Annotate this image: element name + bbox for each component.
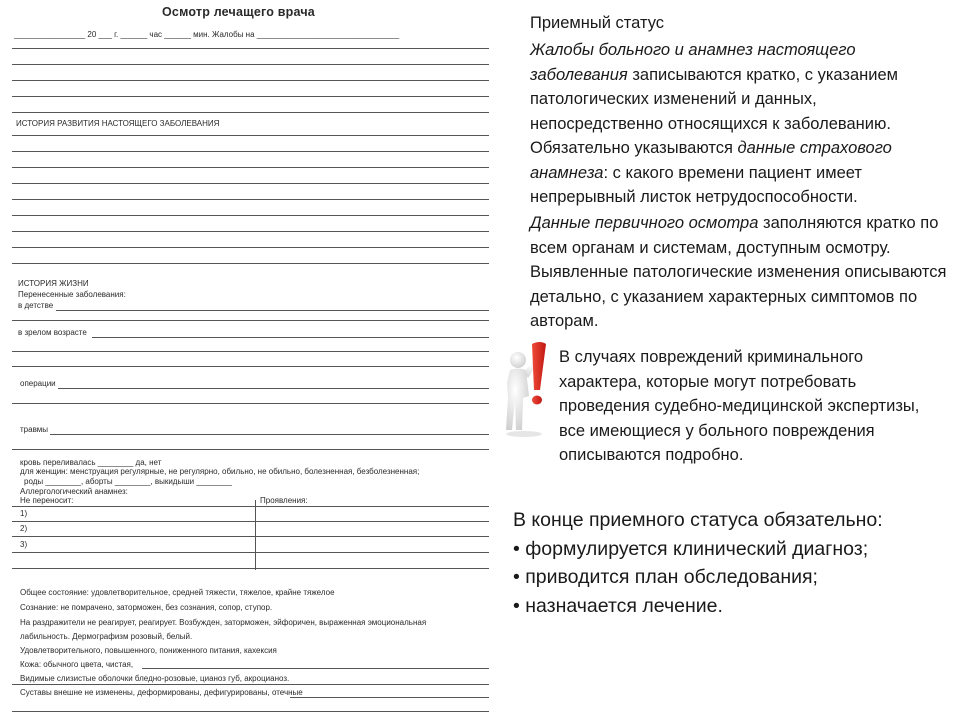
form-header-row: ________________ 20 ___ г. ______ час ______ мин. Жалобы на ________________________________ xyxy=(14,30,400,39)
form-line xyxy=(12,231,489,232)
operations-label: операции xyxy=(20,379,56,388)
summary-block xyxy=(513,506,953,620)
transfusion-label: кровь переливалась ________ да, нет xyxy=(20,458,162,467)
complaints-text: записываются кратко, с указанием патологических изменений и данных, непосредственно относящихся к заболеванию. Обязательно указываются xyxy=(530,65,899,157)
form-line xyxy=(12,320,489,321)
joints-line: Суставы внешне не изменены, деформированы, дефигурированы, отечные xyxy=(20,688,303,697)
complaints-paragraph xyxy=(530,38,950,210)
women-line: для женщин: менструация регулярные, не регулярно, обильно, не обильно, болезненная, безболезненная; xyxy=(20,467,420,476)
mucosa-line: Видимые слизистые оболочки бледно-розовые, цианоз губ, акроцианоз. xyxy=(20,674,290,683)
form-line xyxy=(12,80,489,81)
form-divider xyxy=(255,500,256,570)
allergy-row-2: 2) xyxy=(20,524,28,533)
form-line xyxy=(12,711,489,712)
allergy-heading: Аллергологический анамнез: xyxy=(20,487,128,496)
general-state-line: Общее состояние: удовлетворительное, средней тяжести, тяжелое, крайне тяжелое xyxy=(20,588,335,597)
form-line xyxy=(12,135,489,136)
form-line xyxy=(12,112,489,113)
intolerance-label: Не переносит: xyxy=(20,496,74,505)
form-line xyxy=(56,310,489,311)
exam-text: заполняются кратко по всем органам и системам, доступным осмотру. Выявленные патологические изменения описываются детально, с указанием характерных симптомов по авторам. xyxy=(530,214,947,330)
exam-emphasis: Данные первичного осмотра xyxy=(530,214,759,232)
form-line xyxy=(12,64,489,65)
insurance-text: : с какого времени пациент имеет непрерывный листок нетрудоспособности. xyxy=(530,163,862,206)
exclamation-figure-icon xyxy=(496,338,556,438)
form-line xyxy=(12,403,489,404)
form-line xyxy=(290,697,489,698)
form-line xyxy=(12,151,489,152)
past-illnesses-label: Перенесенные заболевания: xyxy=(18,290,126,299)
form-line xyxy=(12,167,489,168)
insurance-emphasis: данные страхового анамнеза xyxy=(530,139,892,182)
reaction-line-1: На раздражители не реагирует, реагирует. Возбужден, заторможен, эйфоричен, выраженная эмоциональная xyxy=(20,618,427,627)
injuries-paragraph: В случаях повреждений криминального характера, которые могут потребовать проведения судебно-медицинской экспертизы, все имеющиеся у больного повреждения описываются подробно. xyxy=(559,348,920,464)
form-line xyxy=(12,568,489,569)
form-line xyxy=(12,449,489,450)
form-line xyxy=(12,247,489,248)
births-line: роды ________, аборты ________, выкидыши ________ xyxy=(24,477,232,486)
form-line xyxy=(12,96,489,97)
nutrition-line: Удовлетворительного, повышенного, пониженного питания, кахексия xyxy=(20,646,277,655)
childhood-label: в детстве xyxy=(18,301,54,310)
status-title: Приемный статус xyxy=(530,14,665,32)
form-line xyxy=(12,48,489,49)
skin-line: Кожа: обычного цвета, чистая, xyxy=(20,660,134,669)
form-line xyxy=(12,506,489,507)
form-line xyxy=(12,521,489,522)
allergy-row-3: 3) xyxy=(20,540,28,549)
form-line xyxy=(12,183,489,184)
form-line xyxy=(92,337,489,338)
summary-heading: В конце приемного статуса обязательно: xyxy=(513,509,883,531)
summary-item-plan: • приводится план обследования; xyxy=(513,566,818,588)
form-line xyxy=(12,552,489,553)
summary-item-diagnosis: • формулируется клинический диагноз; xyxy=(513,537,869,560)
form-line xyxy=(12,199,489,200)
allergy-row-1: 1) xyxy=(20,509,28,518)
history-disease-heading: ИСТОРИЯ РАЗВИТИЯ НАСТОЯЩЕГО ЗАБОЛЕВАНИЯ xyxy=(16,119,220,128)
form-line xyxy=(12,351,489,352)
adulthood-label: в зрелом возрасте xyxy=(18,328,87,337)
form-line xyxy=(142,668,489,669)
form-line xyxy=(12,536,489,537)
summary-item-treatment: • назначается лечение. xyxy=(513,594,723,617)
complaints-emphasis: Жалобы больного и анамнез настоящего заболевания xyxy=(530,41,856,84)
injuries-label: травмы xyxy=(20,425,48,434)
form-line xyxy=(12,684,489,685)
form-line xyxy=(12,263,489,264)
form-line xyxy=(58,388,489,389)
form-title: Осмотр лечащего врача xyxy=(162,5,315,19)
manifestations-label: Проявления: xyxy=(260,496,308,505)
consciousness-line: Сознание: не помрачено, заторможен, без сознания, сопор, ступор. xyxy=(20,603,273,612)
exam-paragraph xyxy=(530,211,950,334)
form-line xyxy=(12,215,489,216)
form-line xyxy=(50,434,489,435)
life-history-heading: ИСТОРИЯ ЖИЗНИ xyxy=(18,279,89,288)
reaction-line-2: лабильность. Дермографизм розовый, белый. xyxy=(20,632,193,641)
form-line xyxy=(12,366,489,367)
